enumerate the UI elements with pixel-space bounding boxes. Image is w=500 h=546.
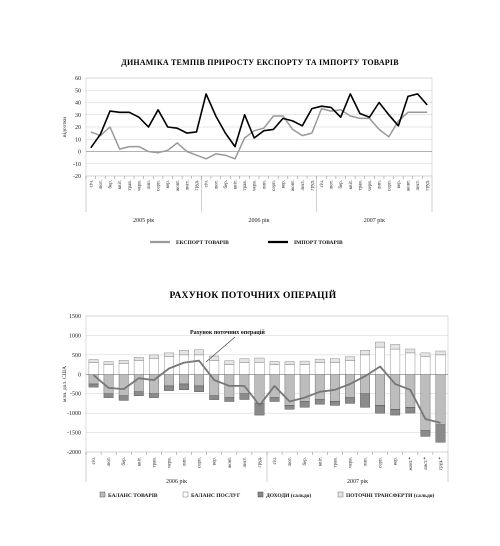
chart2-current-account-line bbox=[94, 361, 441, 423]
chart2-y-tick-label: -2000 bbox=[67, 450, 81, 456]
chart2-y-tick-label: 0 bbox=[78, 372, 81, 379]
bar-segment-income bbox=[119, 396, 128, 401]
chart1-x-tick-label: трав. bbox=[127, 180, 133, 191]
bar-segment-income bbox=[89, 384, 98, 387]
chart2-legend-swatch bbox=[100, 492, 105, 497]
bar-segment-transfers bbox=[345, 357, 354, 361]
bar-segment-goods bbox=[315, 374, 324, 399]
bar-segment-transfers bbox=[164, 353, 173, 357]
chart1-x-tick-label: вер. bbox=[166, 180, 172, 189]
chart2-x-tick-label: лист.* bbox=[423, 457, 429, 470]
chart2-x-tick-label: лист. bbox=[242, 457, 248, 468]
bar-segment-income bbox=[315, 400, 324, 405]
chart1-y-tick-label: 60 bbox=[75, 76, 81, 82]
chart2-x-tick-label: серп. bbox=[197, 457, 203, 468]
chart2-x-tick-label: бер. bbox=[122, 457, 128, 466]
chart2-year-label: 2007 рік bbox=[346, 479, 369, 485]
bar-segment-services bbox=[391, 349, 400, 374]
bar-segment-services bbox=[240, 363, 249, 375]
bar-segment-transfers bbox=[375, 342, 384, 347]
chart1-x-tick-label: бер. bbox=[339, 180, 345, 189]
chart1-year-label: 2007 рік bbox=[363, 218, 385, 224]
bar-segment-services bbox=[104, 365, 113, 375]
bar-segment-services bbox=[225, 365, 234, 375]
bar-segment-income bbox=[421, 431, 430, 437]
chart1-x-tick-label: черв. bbox=[137, 180, 143, 191]
chart1-x-tick-label: жовт. bbox=[406, 180, 412, 192]
bar-segment-income bbox=[194, 386, 203, 392]
bar-segment-transfers bbox=[436, 351, 445, 355]
chart2-y-axis-label: млн. дол. США bbox=[62, 365, 68, 403]
chart1-y-axis-label: відсотки bbox=[62, 116, 68, 138]
bar-segment-goods bbox=[134, 374, 143, 392]
chart2-x-tick-label: вер. bbox=[212, 457, 218, 466]
chart1-legend bbox=[150, 240, 343, 246]
chart1-x-tick-label: квіт. bbox=[118, 180, 124, 190]
chart1-x-tick-label: січ. bbox=[319, 180, 325, 188]
bar-segment-goods bbox=[375, 374, 384, 405]
bar-segment-goods bbox=[194, 374, 203, 386]
bar-segment-income bbox=[375, 405, 384, 413]
chart2-x-tick-label: черв. bbox=[348, 457, 354, 468]
chart2-legend-swatch bbox=[338, 492, 343, 497]
bar-segment-transfers bbox=[225, 361, 234, 365]
bar-segment-transfers bbox=[270, 362, 279, 365]
chart1-year-label: 2006 рік bbox=[248, 218, 270, 224]
chart2-legend-swatch bbox=[183, 492, 188, 497]
chart1-x-tick-label: черв. bbox=[368, 180, 374, 191]
chart1-x-tick-label: лют. bbox=[329, 180, 335, 190]
bar-segment-transfers bbox=[89, 360, 98, 363]
bar-segment-transfers bbox=[406, 349, 415, 353]
bar-segment-goods bbox=[255, 374, 264, 403]
chart2-x-tick-label: квіт. bbox=[318, 457, 324, 467]
chart1-y-tick-label: -20 bbox=[73, 174, 81, 180]
bar-segment-goods bbox=[210, 374, 219, 395]
chart1-y-tick-label: 10 bbox=[75, 137, 81, 144]
chart1-x-tick-label: бер. bbox=[108, 180, 114, 189]
bar-segment-services bbox=[421, 357, 430, 375]
bar-segment-income bbox=[240, 394, 249, 400]
bar-segment-transfers bbox=[240, 359, 249, 363]
chart2-x-tick-label: груд.* bbox=[438, 457, 444, 470]
chart1-x-tick-label: лип. bbox=[146, 180, 152, 190]
bar-segment-services bbox=[285, 365, 294, 375]
chart2-x-tick-label: жовт.* bbox=[408, 457, 414, 471]
bar-segment-transfers bbox=[330, 359, 339, 363]
bar-segment-goods bbox=[179, 374, 188, 384]
chart1-title: ДИНАМІКА ТЕМПІВ ПРИРОСТУ ЕКСПОРТУ ТА ІМПОРТУ ТОВАРІВ bbox=[121, 58, 399, 67]
chart2-legend-swatch bbox=[258, 492, 263, 497]
chart1-x-tick-label: лист. bbox=[300, 180, 306, 191]
bar-segment-goods bbox=[436, 374, 445, 425]
chart1-x-ticks bbox=[86, 176, 431, 192]
chart2-legend-label: ПОТОЧНІ ТРАНСФЕРТИ (сальдо) bbox=[346, 493, 435, 499]
chart2-x-tick-label: серп. bbox=[378, 457, 384, 468]
chart1-x-tick-label: січ. bbox=[89, 180, 95, 188]
chart1-y-tick-label: 50 bbox=[75, 88, 81, 95]
chart2-y-tick-label: -500 bbox=[70, 391, 81, 398]
bar-segment-transfers bbox=[315, 359, 324, 363]
chart2-annotation: Рахунок поточних операцій bbox=[190, 330, 265, 336]
bar-segment-services bbox=[270, 365, 279, 375]
bar-segment-services bbox=[406, 353, 415, 374]
chart2-title: РАХУНОК ПОТОЧНИХ ОПЕРАЦІЙ bbox=[169, 291, 337, 301]
bar-segment-transfers bbox=[300, 361, 309, 365]
chart1-x-tick-label: вер. bbox=[396, 180, 402, 189]
bar-segment-transfers bbox=[194, 350, 203, 355]
chart2-legend-label: БАЛАНС ТОВАРІВ bbox=[108, 493, 158, 499]
bar-segment-transfers bbox=[119, 360, 128, 363]
bar-segment-transfers bbox=[134, 357, 143, 361]
bar-segment-income bbox=[164, 386, 173, 391]
chart1-x-tick-label: вер. bbox=[281, 180, 287, 189]
export-import-chart bbox=[62, 58, 432, 246]
bar-segment-goods bbox=[421, 374, 430, 430]
bar-segment-income bbox=[104, 394, 113, 398]
chart2-x-tick-label: квіт. bbox=[137, 457, 143, 467]
bar-segment-income bbox=[345, 398, 354, 404]
chart2-annotation-pointer bbox=[206, 337, 235, 362]
chart1-x-tick-label: трав. bbox=[358, 180, 364, 191]
chart2-y-tick-label: -1500 bbox=[67, 430, 81, 437]
bar-segment-services bbox=[315, 363, 324, 375]
import-series-line bbox=[91, 94, 427, 148]
bar-segment-income bbox=[210, 396, 219, 400]
bar-segment-transfers bbox=[360, 350, 369, 355]
bar-segment-income bbox=[225, 398, 234, 402]
chart2-y-tick-label: -1000 bbox=[67, 411, 81, 418]
bar-segment-services bbox=[210, 361, 219, 375]
chart2-x-tick-label: вер. bbox=[393, 457, 399, 466]
bar-segment-income bbox=[360, 394, 369, 408]
chart1-x-tick-label: січ. bbox=[204, 180, 210, 188]
chart2-x-ticks bbox=[86, 452, 444, 472]
bar-segment-income bbox=[436, 425, 445, 443]
chart1-gridlines bbox=[86, 78, 432, 176]
chart2-y-tick-label: 1500 bbox=[69, 314, 81, 320]
chart1-y-tick-label: 20 bbox=[75, 125, 81, 131]
chart2-y-ticks bbox=[67, 314, 81, 456]
chart1-x-tick-label: черв. bbox=[252, 180, 258, 191]
bar-segment-transfers bbox=[391, 344, 400, 349]
chart2-legend-label: ДОХОДИ (сальдо) bbox=[266, 493, 312, 499]
chart2-x-tick-label: лют. bbox=[107, 457, 113, 467]
chart1-x-tick-label: лип. bbox=[377, 180, 383, 190]
chart2-year-label: 2006 рік bbox=[165, 479, 188, 485]
bar-segment-income bbox=[149, 394, 158, 398]
chart1-x-tick-label: трав. bbox=[243, 180, 249, 191]
chart1-x-tick-label: лист. bbox=[185, 180, 191, 191]
legend-export-label: ЕКСПОРТ ТОВАРІВ bbox=[176, 240, 229, 246]
bar-segment-income bbox=[300, 402, 309, 408]
bar-segment-income bbox=[179, 384, 188, 390]
bar-segment-income bbox=[406, 407, 415, 413]
bar-segment-services bbox=[330, 363, 339, 375]
bar-segment-goods bbox=[119, 374, 128, 395]
bar-segment-income bbox=[285, 405, 294, 409]
chart1-x-tick-label: груд. bbox=[195, 180, 201, 191]
chart1-y-tick-label: -10 bbox=[73, 161, 81, 168]
chart1-x-tick-label: бер. bbox=[223, 180, 229, 189]
bar-segment-services bbox=[149, 359, 158, 375]
chart2-year-labels bbox=[86, 452, 448, 485]
bar-segment-services bbox=[360, 355, 369, 374]
chart2-x-tick-label: лют. bbox=[288, 457, 294, 467]
chart2-legend bbox=[100, 492, 434, 499]
chart1-x-tick-label: жовт. bbox=[175, 180, 181, 192]
bar-segment-transfers bbox=[104, 362, 113, 365]
chart1-x-tick-label: лют. bbox=[214, 180, 220, 190]
chart1-x-tick-label: груд. bbox=[310, 180, 316, 191]
bar-segment-income bbox=[270, 398, 279, 402]
chart1-x-tick-label: серп. bbox=[156, 180, 162, 191]
bar-segment-services bbox=[89, 363, 98, 375]
chart2-x-tick-label: лип. bbox=[363, 457, 369, 467]
bar-segment-services bbox=[134, 361, 143, 375]
bar-segment-income bbox=[391, 409, 400, 415]
chart2-x-tick-label: трав. bbox=[333, 457, 339, 468]
chart1-y-ticks bbox=[73, 76, 81, 180]
bar-segment-transfers bbox=[255, 358, 264, 363]
bar-segment-services bbox=[119, 363, 128, 374]
bar-segment-services bbox=[255, 363, 264, 375]
bar-segment-transfers bbox=[149, 355, 158, 359]
bar-segment-goods bbox=[164, 374, 173, 386]
chart2-x-tick-label: бер. bbox=[303, 457, 309, 466]
legend-import-label: ІМПОРТ ТОВАРІВ bbox=[294, 240, 343, 246]
bar-segment-transfers bbox=[179, 350, 188, 355]
bar-segment-services bbox=[345, 361, 354, 375]
chart1-x-tick-label: лист. bbox=[416, 180, 422, 191]
chart1-y-tick-label: 40 bbox=[75, 100, 81, 107]
bar-segment-transfers bbox=[210, 356, 219, 361]
chart2-x-tick-label: черв. bbox=[167, 457, 173, 468]
chart2-x-tick-label: лип. bbox=[182, 457, 188, 467]
bar-segment-income bbox=[134, 392, 143, 396]
chart1-x-tick-label: серп. bbox=[271, 180, 277, 191]
bar-segment-transfers bbox=[421, 353, 430, 357]
chart1-x-tick-label: жовт. bbox=[291, 180, 297, 192]
chart1-y-tick-label: 30 bbox=[75, 112, 81, 119]
chart2-x-tick-label: трав. bbox=[152, 457, 158, 468]
bar-segment-services bbox=[300, 365, 309, 375]
current-account-chart bbox=[62, 289, 448, 499]
chart1-x-tick-label: груд. bbox=[425, 180, 431, 191]
chart1-x-tick-label: лип. bbox=[262, 180, 268, 190]
current-account-line bbox=[94, 361, 441, 423]
chart1-year-label: 2005 рік bbox=[133, 218, 155, 224]
chart1-x-tick-label: квіт. bbox=[233, 180, 239, 190]
bar-segment-services bbox=[436, 355, 445, 374]
chart2-stacked-bars bbox=[89, 342, 445, 442]
chart2-y-tick-label: 500 bbox=[72, 352, 81, 359]
chart1-x-tick-label: серп. bbox=[387, 180, 393, 191]
chart1-x-tick-label: лют. bbox=[98, 180, 104, 190]
chart1-y-tick-label: 0 bbox=[78, 149, 81, 156]
chart2-x-tick-label: жовт. bbox=[227, 457, 233, 469]
chart2-x-tick-label: січ. bbox=[273, 457, 279, 465]
chart2-legend-label: БАЛАНС ПОСЛУГ bbox=[191, 493, 241, 499]
chart1-series-lines bbox=[91, 94, 427, 159]
chart2-y-tick-label: 1000 bbox=[69, 333, 81, 340]
chart1-x-tick-label: квіт. bbox=[348, 180, 354, 190]
chart2-x-tick-label: січ. bbox=[92, 457, 98, 465]
bar-segment-transfers bbox=[285, 362, 294, 365]
bar-segment-income bbox=[330, 402, 339, 406]
chart2-x-tick-label: груд. bbox=[257, 457, 263, 468]
